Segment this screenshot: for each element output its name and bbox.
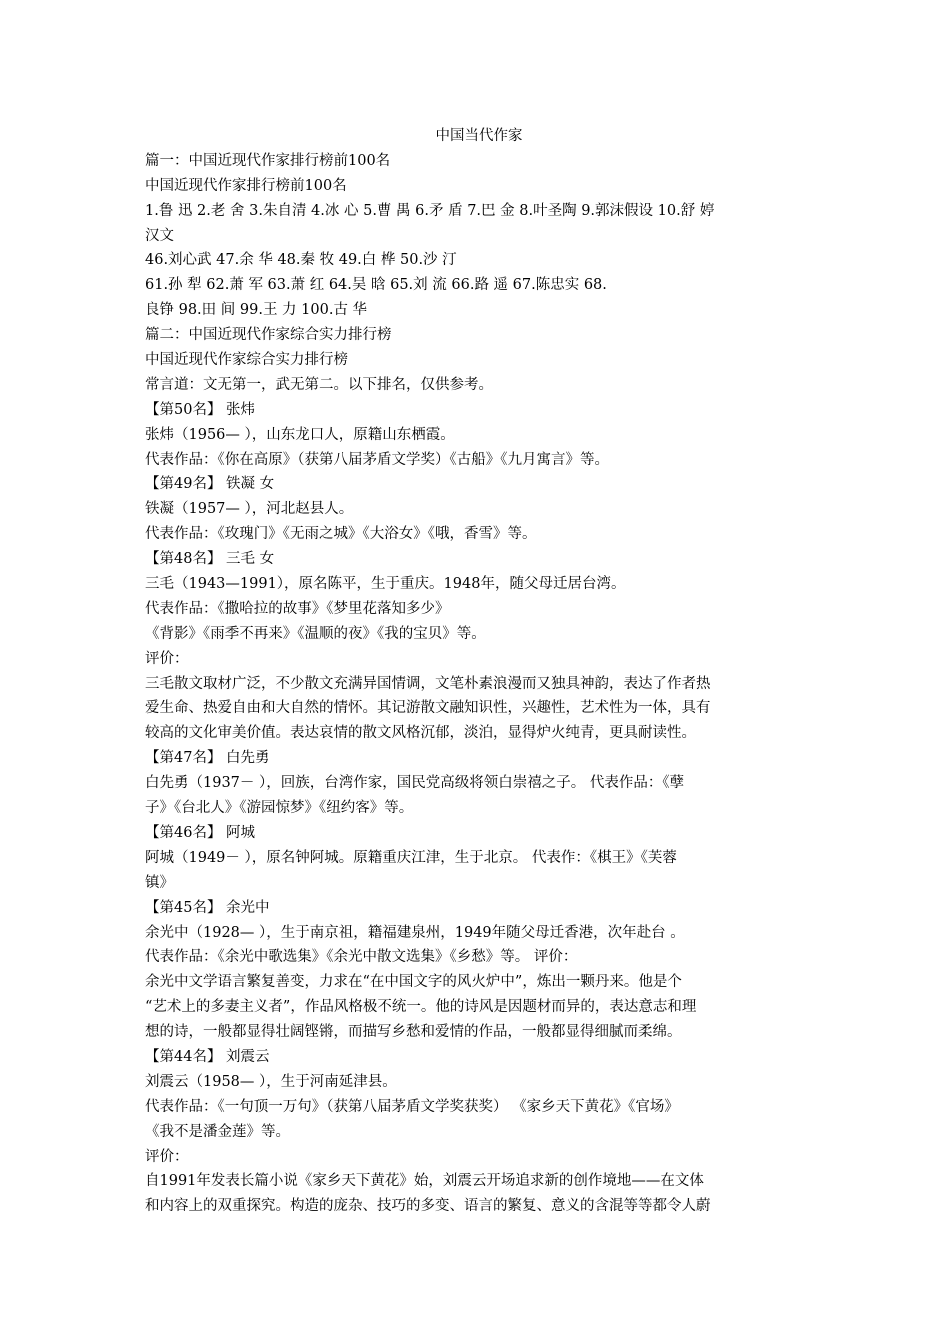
text-line: 代表作品：《一句顶一万句》（获第八届茅盾文学奖获奖） 《家乡天下黄花》《官场》 (145, 1098, 679, 1115)
text-line: 三毛（1943—1991），原名陈平，生于重庆。1948年，随父母迁居台湾。 (145, 576, 626, 593)
text-line: 子》《台北人》《游园惊梦》《纽约客》等。 (145, 800, 414, 817)
text-line: 中国近现代作家综合实力排行榜 (145, 352, 348, 369)
text-line: 【第49名】 铁凝 女 (145, 476, 275, 493)
text-line: 46.刘心武 47.余 华 48.秦 牧 49.白 桦 50.沙 汀 (145, 252, 457, 269)
text-line: 白先勇（1937－ ），回族，台湾作家，国民党高级将领白崇禧之子。 代表作品：《孽 (145, 775, 685, 792)
text-line: 【第44名】 刘震云 (145, 1048, 270, 1065)
text-line: 良铮 98.田 间 99.王 力 100.古 华 (145, 302, 368, 319)
text-line: 【第47名】 白先勇 (145, 750, 270, 767)
text-line: 1.鲁 迅 2.老 舍 3.朱自清 4.冰 心 5.曹 禺 6.矛 盾 7.巴 金 8.叶圣陶 9.郭沫假设 10.舒 婷 (145, 202, 715, 219)
text-line: 评价： (145, 1148, 189, 1165)
text-line: 【第48名】 三毛 女 (145, 551, 275, 568)
text-line: 中国近现代作家排行榜前100名 (145, 177, 347, 194)
text-line: 代表作品：《余光中歌选集》《余光中散文选集》《乡愁》等。 评价： (145, 949, 578, 966)
text-line: 三毛散文取材广泛，不少散文充满异国情调，文笔朴素浪漫而又独具神韵，表达了作者热 (145, 675, 711, 692)
document-page (145, 124, 813, 1219)
text-line: 想的诗，一般都显得壮阔铿锵，而描写乡愁和爱情的作品，一般都显得细腻而柔绵。 (145, 1024, 682, 1041)
text-line: 《我不是潘金莲》等。 (145, 1123, 290, 1140)
text-line: 阿城（1949－ ），原名钟阿城。原籍重庆江津，生于北京。 代表作：《棋王》《芙蓉 (145, 849, 677, 866)
text-line: 铁凝（1957— ），河北赵县人。 (145, 501, 354, 518)
text-line: 【第46名】 阿城 (145, 824, 256, 841)
text-line: 自1991年发表长篇小说《家乡天下黄花》始，刘震云开场追求新的创作境地——在文体 (145, 1173, 704, 1190)
text-line: 常言道：文无第一，武无第二。以下排名，仅供参考。 (145, 376, 493, 393)
text-line: 代表作品：《你在高原》（获第八届茅盾文学奖）《古船》《九月寓言》等。 (145, 451, 609, 468)
text-line: 余光中（1928— ），生于南京祖，籍福建泉州，1949年随父母迁香港，次年赴台 。 (145, 924, 685, 941)
text-line: 【第50名】 张炜 (145, 401, 256, 418)
text-line: 篇一：中国近现代作家排行榜前100名 (145, 152, 391, 169)
text-line: 《背影》《雨季不再来》《温顺的夜》《我的宝贝》等。 (145, 625, 486, 642)
text-line: 篇二：中国近现代作家综合实力排行榜 (145, 327, 392, 344)
text-line: “艺术上的多妻主义者”，作品风格极不统一。他的诗风是因题材而异的，表达意志和理 (145, 999, 697, 1016)
document-body (145, 149, 813, 1219)
text-line: 代表作品：《撒哈拉的故事》《梦里花落知多少》 (145, 600, 450, 617)
text-line: 刘震云（1958— ），生于河南延津县。 (145, 1073, 397, 1090)
text-line: 评价： (145, 650, 189, 667)
text-line: 【第45名】 余光中 (145, 899, 270, 916)
text-line: 较高的文化审美价值。表达哀情的散文风格沉郁，淡泊，显得炉火纯青，更具耐读性。 (145, 725, 696, 742)
text-line: 张炜（1956— ），山东龙口人，原籍山东栖霞。 (145, 426, 455, 443)
text-line: 61.孙 犁 62.萧 军 63.萧 红 64.吴 晗 65.刘 流 66.路 遥 67.陈忠实 68. (145, 277, 607, 294)
text-line: 镇》 (145, 874, 174, 891)
text-line: 余光中文学语言繁复善变，力求在“在中国文字的风火炉中”，炼出一颗丹来。他是个 (145, 974, 682, 991)
document-title: 中国当代作家 (435, 128, 523, 144)
text-line: 爱生命、热爱自由和大自然的情怀。其记游散文融知识性，兴趣性，艺术性为一体，具有 (145, 700, 711, 717)
text-line: 和内容上的双重探究。构造的庞杂、技巧的多变、语言的繁复、意义的含混等等都令人蔚 (145, 1198, 711, 1215)
text-line: 代表作品：《玫瑰门》《无雨之城》《大浴女》《哦，香雪》等。 (145, 526, 537, 543)
text-line: 汉文 (145, 227, 174, 244)
